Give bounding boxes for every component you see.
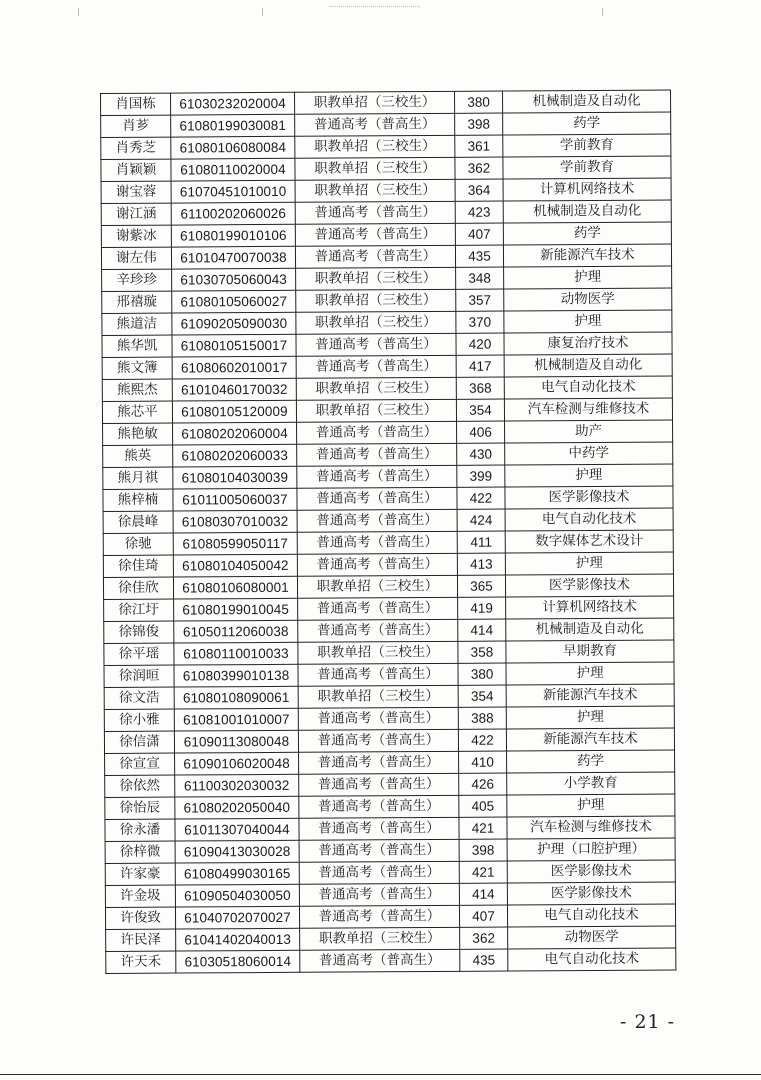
score-cell: 430 xyxy=(457,443,505,465)
score-cell: 370 xyxy=(456,311,504,333)
admission-type-cell: 职教单招（三校生） xyxy=(298,685,458,708)
major-cell: 动物医学 xyxy=(508,926,676,949)
candidate-id-cell: 61081001010007 xyxy=(174,708,298,731)
major-cell: 机械制造及自动化 xyxy=(502,90,670,113)
score-cell: 420 xyxy=(456,333,504,355)
major-cell: 动物医学 xyxy=(504,288,672,311)
score-cell: 411 xyxy=(457,531,505,553)
major-cell: 新能源汽车技术 xyxy=(506,728,674,751)
admission-type-cell: 职教单招（三校生） xyxy=(300,927,460,950)
admission-type-cell: 职教单招（三校生） xyxy=(298,641,458,664)
major-cell: 助产 xyxy=(505,420,673,443)
score-cell: 413 xyxy=(457,553,505,575)
student-name-cell: 徐晨峰 xyxy=(103,511,173,533)
student-name-cell: 徐佳欣 xyxy=(103,577,173,599)
candidate-id-cell: 61080106080001 xyxy=(173,576,297,599)
score-cell: 354 xyxy=(458,685,506,707)
scan-noise xyxy=(330,6,420,13)
candidate-id-cell: 61090205090030 xyxy=(172,312,296,335)
table-row xyxy=(104,662,674,687)
score-cell: 362 xyxy=(460,927,508,949)
table-row xyxy=(106,926,676,951)
major-cell: 药学 xyxy=(503,112,671,135)
candidate-id-cell: 61080199010106 xyxy=(171,224,295,247)
admission-type-cell: 普通高考（普高生） xyxy=(299,773,459,796)
major-cell: 护理 xyxy=(507,794,675,817)
major-cell: 药学 xyxy=(507,750,675,773)
admission-type-cell: 职教单招（三校生） xyxy=(294,91,454,114)
table-row xyxy=(101,178,671,203)
candidate-id-cell: 61080599050117 xyxy=(173,532,297,555)
candidate-id-cell: 61080105150017 xyxy=(172,334,296,357)
admission-type-cell: 普通高考（普高生） xyxy=(298,663,458,686)
table-row xyxy=(103,420,673,445)
admission-type-cell: 职教单招（三校生） xyxy=(296,311,456,334)
candidate-id-cell: 61090113080048 xyxy=(174,730,298,753)
admission-type-cell: 普通高考（普高生） xyxy=(295,245,455,268)
major-cell: 电气自动化技术 xyxy=(505,508,673,531)
table-row xyxy=(102,332,672,357)
candidate-id-cell: 61080110020004 xyxy=(171,158,295,181)
candidate-id-cell: 61080202060004 xyxy=(173,422,297,445)
admission-type-cell: 职教单招（三校生） xyxy=(296,289,456,312)
score-cell: 362 xyxy=(455,157,503,179)
table-row xyxy=(103,508,673,533)
major-cell: 汽车检测与维修技术 xyxy=(504,398,672,421)
student-name-cell: 熊艳敏 xyxy=(103,423,173,445)
table-row xyxy=(105,860,675,885)
score-cell: 380 xyxy=(458,663,506,685)
admission-type-cell: 普通高考（普高生） xyxy=(296,355,456,378)
table-row xyxy=(102,288,672,313)
student-name-cell: 熊芯平 xyxy=(102,401,172,423)
admission-type-cell: 普通高考（普高生） xyxy=(299,883,459,906)
student-name-cell: 徐依然 xyxy=(105,775,175,797)
student-name-cell: 谢紫冰 xyxy=(101,225,171,247)
admission-type-cell: 普通高考（普高生） xyxy=(297,465,457,488)
student-name-cell: 肖芗 xyxy=(101,115,171,137)
candidate-id-cell: 61030705060043 xyxy=(172,268,296,291)
bottom-rule xyxy=(0,1074,761,1075)
score-cell: 414 xyxy=(459,883,507,905)
admission-type-cell: 普通高考（普高生） xyxy=(299,839,459,862)
major-cell: 医学影像技术 xyxy=(505,486,673,509)
student-name-cell: 徐锦俊 xyxy=(104,621,174,643)
candidate-id-cell: 61090413030028 xyxy=(175,840,299,863)
candidate-id-cell: 61070451010010 xyxy=(171,180,295,203)
admission-type-cell: 职教单招（三校生） xyxy=(295,157,455,180)
admission-type-cell: 职教单招（三校生） xyxy=(296,377,456,400)
admission-type-cell: 普通高考（普高生） xyxy=(295,113,455,136)
major-cell: 药学 xyxy=(503,222,671,245)
table-row xyxy=(102,266,672,291)
student-name-cell: 谢宝蓉 xyxy=(101,181,171,203)
major-cell: 电气自动化技术 xyxy=(507,904,675,927)
admission-type-cell: 普通高考（普高生） xyxy=(298,597,458,620)
admission-type-cell: 普通高考（普高生） xyxy=(295,223,455,246)
score-cell: 399 xyxy=(457,465,505,487)
admission-type-cell: 普通高考（普高生） xyxy=(299,905,459,928)
candidate-id-cell: 61030232020004 xyxy=(171,92,295,115)
candidate-id-cell: 61100202060026 xyxy=(171,202,295,225)
candidate-id-cell: 61080202060033 xyxy=(173,444,297,467)
table-row xyxy=(104,684,674,709)
roster-body xyxy=(101,90,676,973)
major-cell: 护理 xyxy=(506,706,674,729)
table-row xyxy=(105,904,675,929)
table-row xyxy=(106,948,676,973)
student-name-cell: 熊道洁 xyxy=(102,313,172,335)
score-cell: 435 xyxy=(460,949,508,971)
score-cell: 417 xyxy=(456,355,504,377)
student-name-cell: 肖秀芝 xyxy=(101,137,171,159)
candidate-id-cell: 61030518060014 xyxy=(176,950,300,973)
major-cell: 护理（口腔护理） xyxy=(507,838,675,861)
scan-mark xyxy=(602,8,603,16)
major-cell: 护理 xyxy=(504,310,672,333)
score-cell: 406 xyxy=(457,421,505,443)
score-cell: 422 xyxy=(458,729,506,751)
score-cell: 424 xyxy=(457,509,505,531)
score-cell: 422 xyxy=(457,487,505,509)
score-cell: 407 xyxy=(459,905,507,927)
candidate-id-cell: 61080602010017 xyxy=(172,356,296,379)
student-name-cell: 徐宣宣 xyxy=(105,753,175,775)
major-cell: 早期教育 xyxy=(506,640,674,663)
table-row xyxy=(102,354,672,379)
major-cell: 新能源汽车技术 xyxy=(506,684,674,707)
admission-type-cell: 普通高考（普高生） xyxy=(299,817,459,840)
admission-type-cell: 普通高考（普高生） xyxy=(299,861,459,884)
table-row xyxy=(104,706,674,731)
student-name-cell: 谢江涵 xyxy=(101,203,171,225)
student-name-cell: 肖国栋 xyxy=(101,93,171,115)
major-cell: 护理 xyxy=(504,266,672,289)
student-name-cell: 徐江圩 xyxy=(104,599,174,621)
score-cell: 398 xyxy=(459,839,507,861)
candidate-id-cell: 61050112060038 xyxy=(174,620,298,643)
major-cell: 新能源汽车技术 xyxy=(503,244,671,267)
candidate-id-cell: 61080104050042 xyxy=(173,554,297,577)
student-name-cell: 徐佳琦 xyxy=(103,555,173,577)
admission-type-cell: 普通高考（普高生） xyxy=(298,619,458,642)
candidate-id-cell: 61041402040013 xyxy=(176,928,300,951)
admission-type-cell: 普通高考（普高生） xyxy=(300,949,460,972)
admission-type-cell: 普通高考（普高生） xyxy=(296,333,456,356)
candidate-id-cell: 61080104030039 xyxy=(173,466,297,489)
score-cell: 426 xyxy=(459,773,507,795)
student-name-cell: 许金圾 xyxy=(105,885,175,907)
candidate-id-cell: 61100302030032 xyxy=(175,774,299,797)
table-row xyxy=(105,816,675,841)
table-row xyxy=(105,750,675,775)
admission-type-cell: 普通高考（普高生） xyxy=(297,509,457,532)
student-name-cell: 徐梓微 xyxy=(105,841,175,863)
student-name-cell: 熊英 xyxy=(103,445,173,467)
major-cell: 护理 xyxy=(506,662,674,685)
candidate-id-cell: 61080105120009 xyxy=(172,400,296,423)
score-cell: 419 xyxy=(458,597,506,619)
student-name-cell: 徐平瑶 xyxy=(104,643,174,665)
student-name-cell: 许家豪 xyxy=(105,863,175,885)
admission-type-cell: 职教单招（三校生） xyxy=(296,267,456,290)
candidate-id-cell: 61011307040044 xyxy=(175,818,299,841)
score-cell: 365 xyxy=(457,575,505,597)
admission-type-cell: 普通高考（普高生） xyxy=(298,707,458,730)
score-cell: 421 xyxy=(459,817,507,839)
candidate-id-cell: 61011005060037 xyxy=(173,488,297,511)
table-row xyxy=(101,222,671,247)
student-name-cell: 熊文簿 xyxy=(102,357,172,379)
student-name-cell: 徐文浩 xyxy=(104,687,174,709)
major-cell: 机械制造及自动化 xyxy=(503,200,671,223)
score-cell: 364 xyxy=(455,179,503,201)
candidate-id-cell: 61080199010045 xyxy=(174,598,298,621)
student-name-cell: 徐润晅 xyxy=(104,665,174,687)
score-cell: 421 xyxy=(459,861,507,883)
table-row xyxy=(103,530,673,555)
table-row xyxy=(104,618,674,643)
candidate-id-cell: 61080199030081 xyxy=(171,114,295,137)
candidate-id-cell: 61080202050040 xyxy=(175,796,299,819)
major-cell: 护理 xyxy=(505,552,673,575)
major-cell: 小学教育 xyxy=(507,772,675,795)
score-cell: 388 xyxy=(458,707,506,729)
scan-mark xyxy=(262,8,263,16)
candidate-id-cell: 61090504030050 xyxy=(175,884,299,907)
candidate-id-cell: 61040702070027 xyxy=(175,906,299,929)
table-row xyxy=(101,200,671,225)
admission-type-cell: 普通高考（普高生） xyxy=(297,531,457,554)
candidate-id-cell: 61010470070038 xyxy=(171,246,295,269)
admission-type-cell: 普通高考（普高生） xyxy=(297,487,457,510)
table-row xyxy=(102,398,672,423)
table-row xyxy=(102,376,672,401)
score-cell: 354 xyxy=(456,399,504,421)
student-name-cell: 许俊致 xyxy=(105,907,175,929)
admission-type-cell: 职教单招（三校生） xyxy=(296,399,456,422)
table-row xyxy=(103,464,673,489)
student-name-cell: 熊月祺 xyxy=(103,467,173,489)
table-row xyxy=(103,552,673,577)
student-name-cell: 徐怡辰 xyxy=(105,797,175,819)
student-name-cell: 熊华凯 xyxy=(102,335,172,357)
major-cell: 学前教育 xyxy=(503,156,671,179)
admission-type-cell: 普通高考（普高生） xyxy=(295,201,455,224)
table-row xyxy=(103,442,673,467)
major-cell: 学前教育 xyxy=(503,134,671,157)
candidate-id-cell: 61080108090061 xyxy=(174,686,298,709)
student-name-cell: 徐驰 xyxy=(103,533,173,555)
candidate-id-cell: 61080499030165 xyxy=(175,862,299,885)
candidate-id-cell: 61080106080084 xyxy=(171,136,295,159)
major-cell: 电气自动化技术 xyxy=(504,376,672,399)
major-cell: 汽车检测与维修技术 xyxy=(507,816,675,839)
major-cell: 中药学 xyxy=(505,442,673,465)
student-name-cell: 徐信潇 xyxy=(104,731,174,753)
admission-roster-table xyxy=(100,90,676,974)
table-row xyxy=(104,640,674,665)
student-name-cell: 徐永潘 xyxy=(105,819,175,841)
admission-type-cell: 职教单招（三校生） xyxy=(295,179,455,202)
table-row xyxy=(101,244,671,269)
candidate-id-cell: 61090106020048 xyxy=(175,752,299,775)
major-cell: 医学影像技术 xyxy=(507,860,675,883)
major-cell: 医学影像技术 xyxy=(505,574,673,597)
student-name-cell: 谢左伟 xyxy=(101,247,171,269)
score-cell: 414 xyxy=(458,619,506,641)
page-number: - 21 - xyxy=(620,1011,676,1033)
score-cell: 368 xyxy=(456,377,504,399)
score-cell: 357 xyxy=(456,289,504,311)
table-row xyxy=(101,134,671,159)
table-row xyxy=(101,156,671,181)
student-name-cell: 肖颖颖 xyxy=(101,159,171,181)
table-row xyxy=(104,596,674,621)
admission-type-cell: 普通高考（普高生） xyxy=(297,553,457,576)
major-cell: 机械制造及自动化 xyxy=(506,618,674,641)
score-cell: 348 xyxy=(456,267,504,289)
table-row xyxy=(105,882,675,907)
scan-mark xyxy=(78,8,79,16)
student-name-cell: 熊梓楠 xyxy=(103,489,173,511)
score-cell: 435 xyxy=(455,245,503,267)
admission-type-cell: 普通高考（普高生） xyxy=(297,421,457,444)
table-row xyxy=(105,772,675,797)
student-name-cell: 熊熙杰 xyxy=(102,379,172,401)
score-cell: 423 xyxy=(455,201,503,223)
score-cell: 405 xyxy=(459,795,507,817)
table-row xyxy=(101,90,671,115)
table-row xyxy=(102,310,672,335)
major-cell: 护理 xyxy=(505,464,673,487)
major-cell: 电气自动化技术 xyxy=(508,948,676,971)
score-cell: 361 xyxy=(455,135,503,157)
student-name-cell: 许天禾 xyxy=(106,951,176,973)
admission-type-cell: 职教单招（三校生） xyxy=(295,135,455,158)
student-name-cell: 邢禧璇 xyxy=(102,291,172,313)
table-row xyxy=(103,574,673,599)
major-cell: 机械制造及自动化 xyxy=(504,354,672,377)
table-row xyxy=(104,728,674,753)
candidate-id-cell: 61080105060027 xyxy=(172,290,296,313)
major-cell: 医学影像技术 xyxy=(507,882,675,905)
admission-type-cell: 职教单招（三校生） xyxy=(297,575,457,598)
score-cell: 407 xyxy=(455,223,503,245)
score-cell: 410 xyxy=(459,751,507,773)
major-cell: 数字媒体艺术设计 xyxy=(505,530,673,553)
score-cell: 358 xyxy=(458,641,506,663)
student-name-cell: 许民泽 xyxy=(106,929,176,951)
score-cell: 398 xyxy=(455,113,503,135)
major-cell: 计算机网络技术 xyxy=(506,596,674,619)
major-cell: 康复治疗技术 xyxy=(504,332,672,355)
candidate-id-cell: 61080399010138 xyxy=(174,664,298,687)
table-row xyxy=(101,112,671,137)
candidate-id-cell: 61010460170032 xyxy=(172,378,296,401)
admission-type-cell: 普通高考（普高生） xyxy=(298,729,458,752)
admission-type-cell: 普通高考（普高生） xyxy=(299,751,459,774)
table-row xyxy=(105,794,675,819)
score-cell: 380 xyxy=(454,91,502,113)
admission-type-cell: 普通高考（普高生） xyxy=(299,795,459,818)
candidate-id-cell: 61080307010032 xyxy=(173,510,297,533)
admission-type-cell: 普通高考（普高生） xyxy=(297,443,457,466)
table-row xyxy=(105,838,675,863)
table-row xyxy=(103,486,673,511)
student-name-cell: 徐小雅 xyxy=(104,709,174,731)
candidate-id-cell: 61080110010033 xyxy=(174,642,298,665)
major-cell: 计算机网络技术 xyxy=(503,178,671,201)
student-name-cell: 辛珍珍 xyxy=(102,269,172,291)
